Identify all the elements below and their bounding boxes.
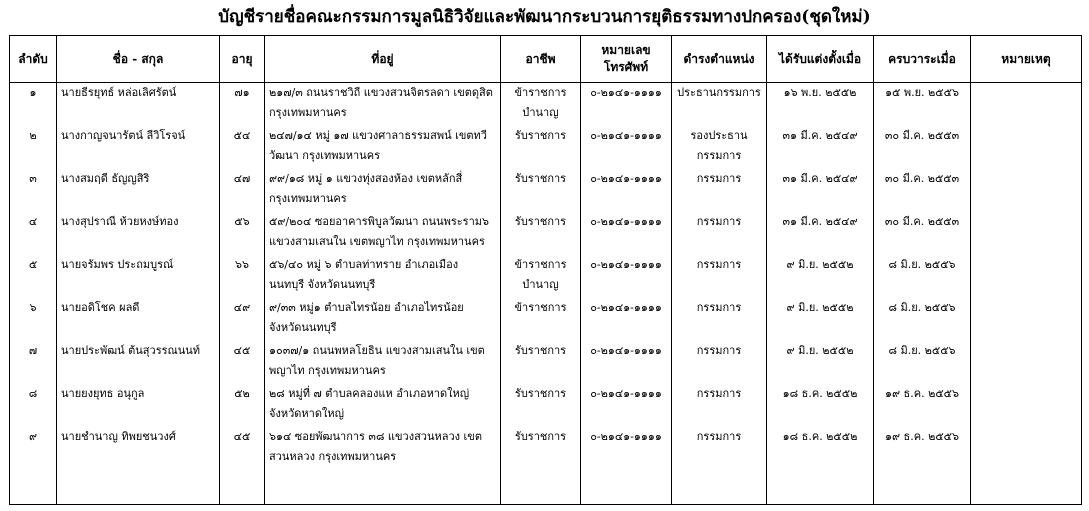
column-header-occupation: อาชีพ [501,36,581,83]
cell-occupation: รับราชการ [501,126,581,169]
empty-cell [220,470,265,505]
column-header-age: อายุ [220,36,265,83]
cell-age: ๕๔ [220,126,265,169]
cell-age: ๔๙ [220,298,265,341]
cell-note [971,212,1082,255]
empty-cell [10,470,57,505]
table-row [10,384,1082,427]
cell-age: ๖๖ [220,255,265,298]
cell-name: นางกาญจนารัตน์ ลีวิโรจน์ [57,126,220,169]
cell-position: รองประธานกรรมการ [672,126,767,169]
cell-phone: ๐-๒๑๔๑-๑๑๑๑ [581,341,672,384]
cell-age: ๔๗ [220,169,265,212]
cell-note [971,384,1082,427]
cell-address: ๙/๓๓ หมู่๑ ตำบลไทรน้อย อำเภอไทรน้อย จังหวัดนนทบุรี [265,298,501,341]
empty-cell [874,470,971,505]
cell-address: ๕๙/๒๐๔ ซอยอาคารพิบูลวัฒนา ถนนพระราม๖ แขวงสามเสนใน เขตพญาไท กรุงเทพมหานคร [265,212,501,255]
cell-occupation: รับราชการ [501,384,581,427]
empty-cell [265,470,501,505]
cell-address: ๒๘ หมู่ที่ ๗ ตำบลคลองแห อำเภอหาดใหญ่ จังหวัดหาดใหญ่ [265,384,501,427]
cell-appointed: ๙ มิ.ย. ๒๕๕๒ [767,298,874,341]
table-row [10,298,1082,341]
cell-note [971,255,1082,298]
cell-order: ๔ [10,212,57,255]
cell-order: ๒ [10,126,57,169]
cell-position: กรรมการ [672,212,767,255]
cell-term-end: ๑๙ ธ.ค. ๒๕๕๖ [874,427,971,470]
cell-term-end: ๓๐ มี.ค. ๒๕๕๓ [874,212,971,255]
cell-occupation: รับราชการ [501,427,581,470]
column-header-phone: หมายเลข โทรศัพท์ [581,36,672,83]
cell-term-end: ๓๐ มี.ค. ๒๕๕๓ [874,126,971,169]
cell-note [971,341,1082,384]
column-header-address: ที่อยู่ [265,36,501,83]
committee-roster-table [9,35,1082,505]
cell-phone: ๐-๒๑๔๑-๑๑๑๑ [581,255,672,298]
cell-order: ๘ [10,384,57,427]
cell-name: นายอดิโชค ผลดี [57,298,220,341]
cell-occupation: ข้าราชการ [501,298,581,341]
cell-phone: ๐-๒๑๔๑-๑๑๑๑ [581,83,672,127]
cell-appointed: ๑๘ ธ.ค. ๒๕๕๒ [767,384,874,427]
cell-term-end: ๘ มิ.ย. ๒๕๕๖ [874,341,971,384]
empty-cell [57,470,220,505]
cell-age: ๔๕ [220,341,265,384]
empty-cell [501,470,581,505]
cell-appointed: ๓๑ มี.ค. ๒๕๔๙ [767,212,874,255]
cell-age: ๕๖ [220,212,265,255]
cell-age: ๗๑ [220,83,265,127]
cell-appointed: ๙ มิ.ย. ๒๕๕๒ [767,341,874,384]
empty-cell [971,470,1082,505]
cell-phone: ๐-๒๑๔๑-๑๑๑๑ [581,384,672,427]
cell-appointed: ๓๑ มี.ค. ๒๕๔๙ [767,126,874,169]
cell-position: กรรมการ [672,298,767,341]
cell-name: นายชำนาญ ทิพยชนวงศ์ [57,427,220,470]
cell-position: กรรมการ [672,255,767,298]
cell-note [971,126,1082,169]
cell-occupation: รับราชการ [501,212,581,255]
cell-appointed: ๙ มิ.ย. ๒๕๕๒ [767,255,874,298]
cell-occupation: ข้าราชการบำนาญ [501,83,581,127]
column-header-note: หมายเหตุ [971,36,1082,83]
table-row [10,341,1082,384]
cell-term-end: ๓๐ มี.ค. ๒๕๕๓ [874,169,971,212]
cell-address: ๒๑๗/๓ ถนนราชวิถี แขวงสวนจิตรลดา เขตดุสิต กรุงเทพมหานคร [265,83,501,127]
cell-age: ๕๒ [220,384,265,427]
document-title: บัญชีรายชื่อคณะกรรมการมูลนิธิวิจัยและพัฒนากระบวนการยุติธรรมทางปกครอง(ชุดใหม่) [218,7,871,27]
cell-name: นางสุปราณี ห้วยหงษ์ทอง [57,212,220,255]
empty-row [10,470,1082,505]
cell-name: นายประพัฒน์ ต้นสุวรรณนนท์ [57,341,220,384]
cell-address: ๑๐๓๗/๑ ถนนพหลโยธิน แขวงสามเสนใน เขตพญาไท กรุงเทพมหานคร [265,341,501,384]
table-row [10,169,1082,212]
cell-position: กรรมการ [672,341,767,384]
cell-position: ประธานกรรมการ [672,83,767,127]
cell-appointed: ๑๖ พ.ย. ๒๕๕๒ [767,83,874,127]
cell-appointed: ๑๘ ธ.ค. ๒๕๕๒ [767,427,874,470]
cell-occupation: รับราชการ [501,169,581,212]
cell-term-end: ๘ มิ.ย. ๒๕๕๖ [874,298,971,341]
cell-address: ๙๙/๑๘ หมู่ ๑ แขวงทุ่งสองห้อง เขตหลักสี่ กรุงเทพมหานคร [265,169,501,212]
column-header-term-end: ครบวาระเมื่อ [874,36,971,83]
table-row [10,212,1082,255]
cell-order: ๑ [10,83,57,127]
cell-order: ๓ [10,169,57,212]
cell-phone: ๐-๒๑๔๑-๑๑๑๑ [581,427,672,470]
table-row [10,255,1082,298]
empty-cell [767,470,874,505]
table-row [10,126,1082,169]
cell-position: กรรมการ [672,384,767,427]
cell-position: กรรมการ [672,427,767,470]
cell-term-end: ๑๕ พ.ย. ๒๕๕๖ [874,83,971,127]
cell-name: นางสมฤดี ธัญญสิริ [57,169,220,212]
cell-term-end: ๑๙ ธ.ค. ๒๕๕๖ [874,384,971,427]
cell-age: ๔๕ [220,427,265,470]
cell-name: นายยงยุทธ อนุกูล [57,384,220,427]
cell-term-end: ๘ มิ.ย. ๒๕๕๖ [874,255,971,298]
cell-occupation: รับราชการ [501,341,581,384]
cell-occupation: ข้าราชการบำนาญ [501,255,581,298]
cell-note [971,298,1082,341]
column-header-order: ลำดับ [10,36,57,83]
table-row [10,427,1082,470]
column-header-name: ชื่อ - สกุล [57,36,220,83]
cell-note [971,169,1082,212]
cell-name: นายจรัมพร ประถมบูรณ์ [57,255,220,298]
cell-name: นายธีรยุทธ์ หล่อเลิศรัตน์ [57,83,220,127]
table-row [10,83,1082,127]
roster-body [10,83,1082,505]
empty-cell [672,470,767,505]
cell-phone: ๐-๒๑๔๑-๑๑๑๑ [581,298,672,341]
cell-appointed: ๓๑ มี.ค. ๒๕๔๙ [767,169,874,212]
cell-address: ๒๔๗/๑๔ หมู่ ๑๗ แขวงศาลาธรรมสพน์ เขตทวีวัฒนา กรุงเทพมหานคร [265,126,501,169]
empty-cell [581,470,672,505]
cell-phone: ๐-๒๑๔๑-๑๑๑๑ [581,212,672,255]
cell-order: ๖ [10,298,57,341]
column-header-position: ดำรงตำแหน่ง [672,36,767,83]
cell-address: ๖๑๔ ซอยพัฒนาการ ๓๘ แขวงสวนหลวง เขตสวนหลวง กรุงเทพมหานคร [265,427,501,470]
cell-note [971,427,1082,470]
cell-address: ๕๖/๔๐ หมู่ ๖ ตำบลท่าทราย อำเภอเมือง นนทบุรี จังหวัดนนทบุรี [265,255,501,298]
column-header-appointed: ได้รับแต่งตั้งเมื่อ [767,36,874,83]
cell-note [971,83,1082,127]
cell-phone: ๐-๒๑๔๑-๑๑๑๑ [581,169,672,212]
cell-order: ๙ [10,427,57,470]
cell-order: ๗ [10,341,57,384]
cell-position: กรรมการ [672,169,767,212]
cell-order: ๕ [10,255,57,298]
header-row [10,36,1082,83]
cell-phone: ๐-๒๑๔๑-๑๑๑๑ [581,126,672,169]
